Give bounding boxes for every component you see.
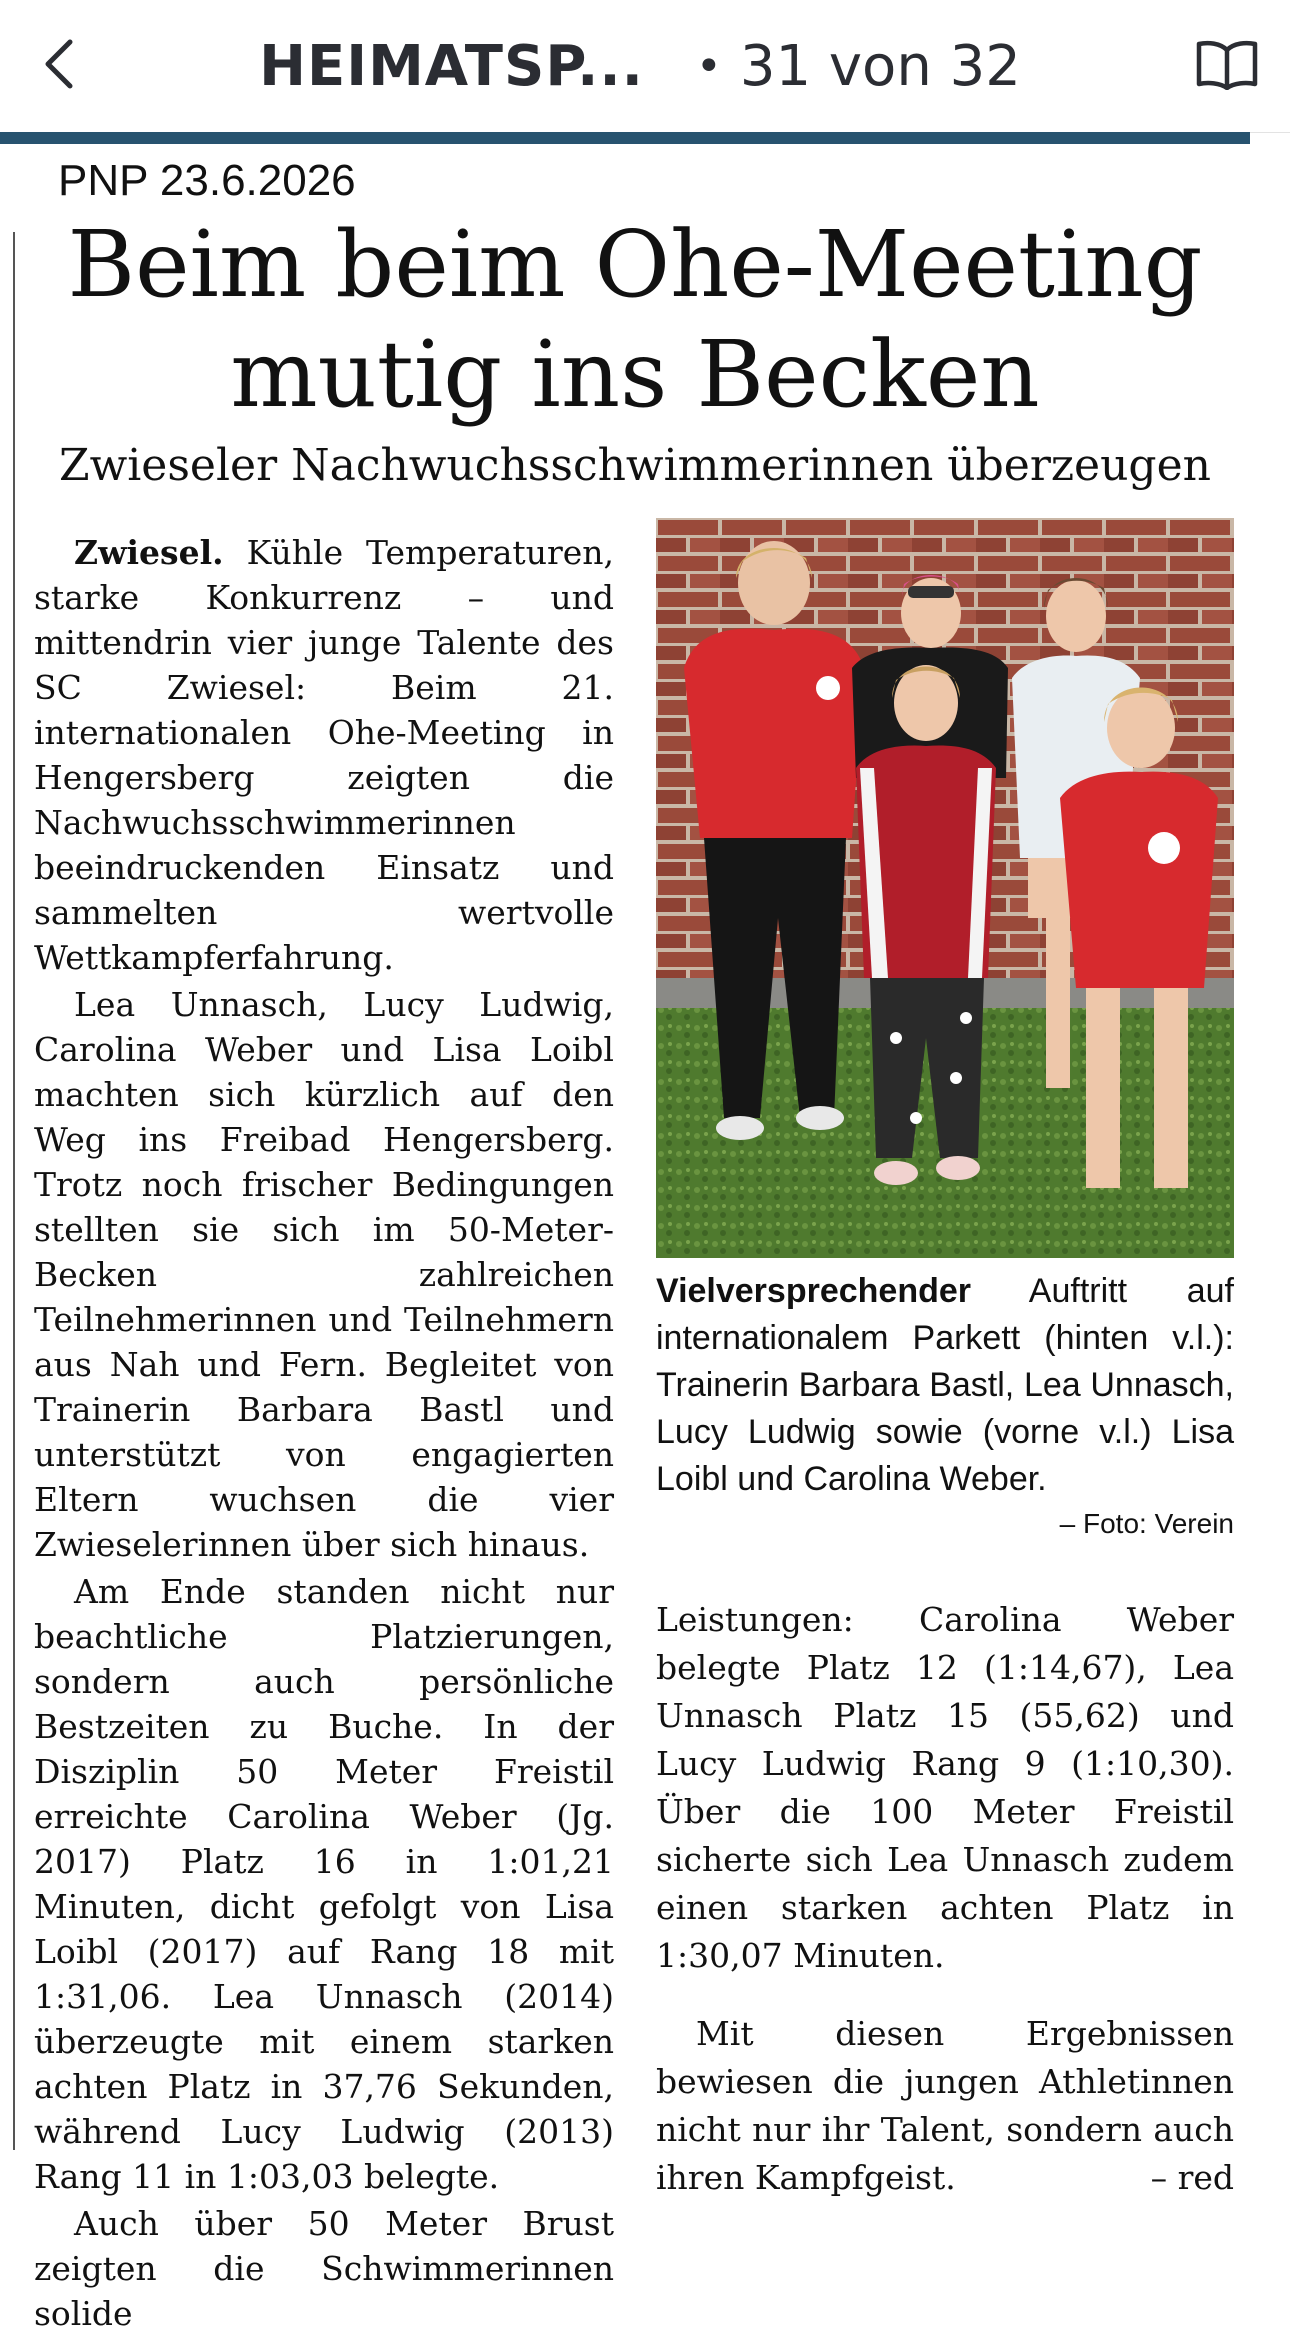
paragraph: Auch über 50 Meter Brust zeigten die Schwimmerinnen solide — [34, 2204, 614, 2333]
caption-text: Auftritt auf internationalem Parkett (hinten v.l.): Trainerin Barbara Bastl, Lea Unnasch, Lucy Ludwig sowie (vorne v.l.) Lisa Loibl und Carolina Weber. — [656, 1272, 1234, 1498]
paragraph-text: Kühle Temperaturen, starke Konkurrenz – und mittendrin vier junge Talente des SC Zwiesel: Beim 21. internationalen Ohe-Meeting in Hengersberg zeigten die Nachwuchsschwimmerinnen beeindruckenden Einsatz und sammelten wertvolle Wettkampferfahrung. — [34, 533, 614, 977]
paragraph: Leistungen: Carolina Weber belegte Platz 12 (1:14,67), Lea Unnasch Platz 15 (55,62) und Lucy Ludwig Rang 9 (1:10,30). Über die 100 Meter Freistil sicherte sich Lea Unnasch zudem einen starken achten Platz in 1:30,07 Minuten. — [656, 1600, 1234, 1975]
title-separator: • — [695, 40, 722, 92]
caption-lead: Vielversprechender — [656, 1272, 971, 1310]
back-button[interactable] — [24, 28, 96, 100]
headline-line-2: mutig ins Becken — [230, 321, 1040, 428]
team-photo-illustration — [656, 518, 1234, 1258]
chevron-left-icon — [40, 36, 80, 92]
column-rule — [13, 232, 15, 2150]
headline — [40, 210, 1230, 430]
paragraph — [656, 2010, 1234, 2202]
photo-caption — [656, 1268, 1234, 1503]
dateline: Zwiesel. — [74, 533, 224, 572]
paragraph: Am Ende standen nicht nur beachtliche Platzierungen, sondern auch persönliche Bestzeiten zu Buche. In der Disziplin 50 Meter Freistil erreichte Carolina Weber (Jg. 2017) Platz 16 in 1:01,21 Minuten, dicht gefolgt von Lisa Loibl (2017) auf Rang 18 mit 1:31,06. Lea Unnasch (2014) überzeugte mit einem starken achten Platz in 37,76 Sekunden, während Lucy Ludwig (2013) Rang 11 in 1:03,03 belegte. — [34, 1572, 614, 2196]
subheadline: Zwieseler Nachwuchsschwimmerinnen überzeugen — [59, 440, 1211, 491]
reader-mode-button[interactable] — [1184, 28, 1270, 100]
article-left-column — [34, 530, 614, 2338]
paragraph: Lea Unnasch, Lucy Ludwig, Carolina Weber und Lisa Loibl machten sich kürzlich auf den Weg ins Freibad Hengersberg. Trotz noch frischer Bedingungen stellten sie sich im 50-Meter-Becken zahlreichen Teilnehmerinnen und Teilnehmern aus Nah und Fern. Begleitet von Trainerin Barbara Bastl und unterstützt von engagierten Eltern wuchsen die vier Zwieselerinnen über sich hinaus. — [34, 985, 614, 1564]
reading-progress-bar — [0, 132, 1250, 144]
page-indicator: 31 von 32 — [739, 33, 1021, 99]
source-stamp: PNP 23.6.2026 — [58, 156, 356, 205]
paragraph — [34, 530, 614, 980]
publication-name: HEIMATSP... — [259, 33, 644, 99]
photo-credit: – Foto: Verein — [1059, 1508, 1234, 1539]
article-right-column — [656, 1596, 1234, 2204]
issue-title[interactable] — [140, 26, 1140, 106]
author-signature: – red — [1150, 2158, 1234, 2197]
article-photo[interactable] — [656, 518, 1234, 1258]
top-navigation-bar — [0, 0, 1290, 133]
open-book-icon — [1196, 38, 1258, 90]
headline-line-1: Beim beim Ohe-Meeting — [67, 211, 1203, 318]
paragraph-text: Mit diesen Ergebnissen bewiesen die jungen Athletinnen nicht nur ihr Talent, sondern auch ihren Kampfgeist. — [656, 2014, 1234, 2197]
